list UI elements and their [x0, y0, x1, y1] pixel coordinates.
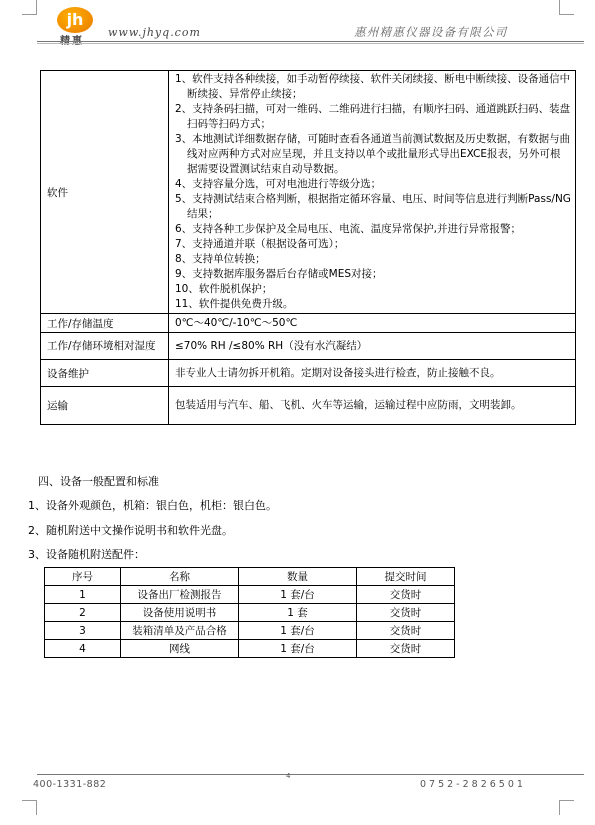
row-value-maintenance: 非专业人士请勿拆开机箱。定期对设备接头进行检查，防止接触不良。 [169, 360, 576, 387]
header-rule-thin [37, 43, 584, 44]
row-value-humidity: ≤70% RH /≤80% RH（没有水汽凝结） [169, 333, 576, 360]
cell-name: 设备使用说明书 [121, 604, 239, 622]
software-feature-item: 11、软件提供免费升级。 [175, 298, 294, 310]
header-rule [37, 41, 584, 42]
section-line-1: 1、设备外观颜色，机箱：银白色，机柜：银白色。 [28, 499, 277, 512]
software-feature-item: 9、支持数据库服务器后台存储或MES对接； [175, 268, 383, 280]
footer-phone: 0752-2826501 [420, 779, 526, 790]
table-row [41, 387, 576, 425]
software-feature-item: 10、软件脱机保护； [175, 283, 273, 295]
software-feature-item: 2、支持条码扫描，可对一维码、二维码进行扫描，有顺序扫码、通道跳跃扫码、装盘扫码等扫码方式； [175, 103, 571, 130]
software-feature-item: 4、支持容量分选，可对电池进行等级分选； [175, 178, 382, 190]
row-value-temperature: 0℃～40℃/-10℃～50℃ [169, 314, 576, 333]
table-row [45, 640, 455, 658]
col-header-time: 提交时间 [357, 568, 455, 586]
cell-time: 交货时 [357, 640, 455, 658]
table-header-row [45, 568, 455, 586]
footer-hotline: 400-1331-882 [33, 779, 107, 790]
row-label-transport: 运输 [41, 387, 169, 425]
crop-mark-bottom-right [559, 800, 574, 815]
cell-time: 交货时 [357, 622, 455, 640]
row-label-maintenance: 设备维护 [41, 360, 169, 387]
cell-time: 交货时 [357, 604, 455, 622]
col-header-name: 名称 [121, 568, 239, 586]
software-feature-item: 7、支持通道并联（根据设备可选）； [175, 238, 345, 250]
company-name: 惠州精惠仪器设备有限公司 [354, 25, 508, 39]
software-feature-item: 5、支持测试结束合格判断，根据指定循环容量、电压、时间等信息进行判断Pass/NG结果； [175, 193, 571, 220]
accessory-table [44, 567, 455, 658]
spec-table [40, 70, 576, 425]
crop-mark-top-left [22, 0, 37, 15]
col-header-no: 序号 [45, 568, 121, 586]
cell-name: 装箱清单及产品合格 [121, 622, 239, 640]
table-row [41, 314, 576, 333]
company-logo: jh [57, 7, 93, 33]
row-label-humidity: 工作/存储环境相对湿度 [41, 333, 169, 360]
cell-qty: 1 套/台 [239, 622, 357, 640]
cell-qty: 1 套/台 [239, 586, 357, 604]
table-row [41, 360, 576, 387]
table-row [45, 604, 455, 622]
section-line-3: 3、设备随机附送配件： [28, 548, 145, 561]
table-row [41, 333, 576, 360]
table-row [41, 71, 576, 314]
website-url: www.jhyq.com [108, 26, 201, 39]
cell-name: 设备出厂检测报告 [121, 586, 239, 604]
cell-qty: 1 套/台 [239, 640, 357, 658]
software-feature-item: 1、软件支持各种续接，如手动暂停续接、软件关闭续接、断电中断续接、设备通信中断续接、异常停止续接； [175, 73, 571, 100]
software-feature-item: 6、支持各种工步保护及全局电压、电流、温度异常保护,并进行异常报警； [175, 223, 522, 235]
page-number: 4 [286, 772, 291, 780]
cell-no: 2 [45, 604, 121, 622]
software-features [169, 71, 576, 314]
crop-mark-top-right [559, 0, 574, 15]
logo-subtitle [60, 32, 84, 47]
col-header-qty: 数量 [239, 568, 357, 586]
section-title: 四、设备一般配置和标准 [38, 475, 159, 488]
cell-name: 网线 [121, 640, 239, 658]
cell-qty: 1 套 [239, 604, 357, 622]
crop-mark-bottom-left [22, 800, 37, 815]
table-row [45, 586, 455, 604]
software-feature-list [175, 72, 571, 312]
cell-no: 4 [45, 640, 121, 658]
cell-no: 1 [45, 586, 121, 604]
row-label-temperature: 工作/存储温度 [41, 314, 169, 333]
section-line-2: 2、随机附送中文操作说明书和软件光盘。 [28, 524, 233, 537]
row-label-software: 软件 [41, 71, 169, 314]
footer-rule [37, 774, 584, 775]
software-feature-item: 8、支持单位转换； [175, 253, 266, 265]
row-value-transport: 包装适用与汽车、船、飞机、火车等运输，运输过程中应防雨，文明装卸。 [169, 387, 576, 425]
table-row [45, 622, 455, 640]
cell-time: 交货时 [357, 586, 455, 604]
cell-no: 3 [45, 622, 121, 640]
software-feature-item: 3、本地测试详细数据存储，可随时查看各通道当前测试数据及历史数据，有数据与曲线对应两种方式对应呈现，并且支持以单个或批量形式导出EXCE报表，另外可根据需要设置测试结束自动导数据。 [175, 133, 571, 175]
